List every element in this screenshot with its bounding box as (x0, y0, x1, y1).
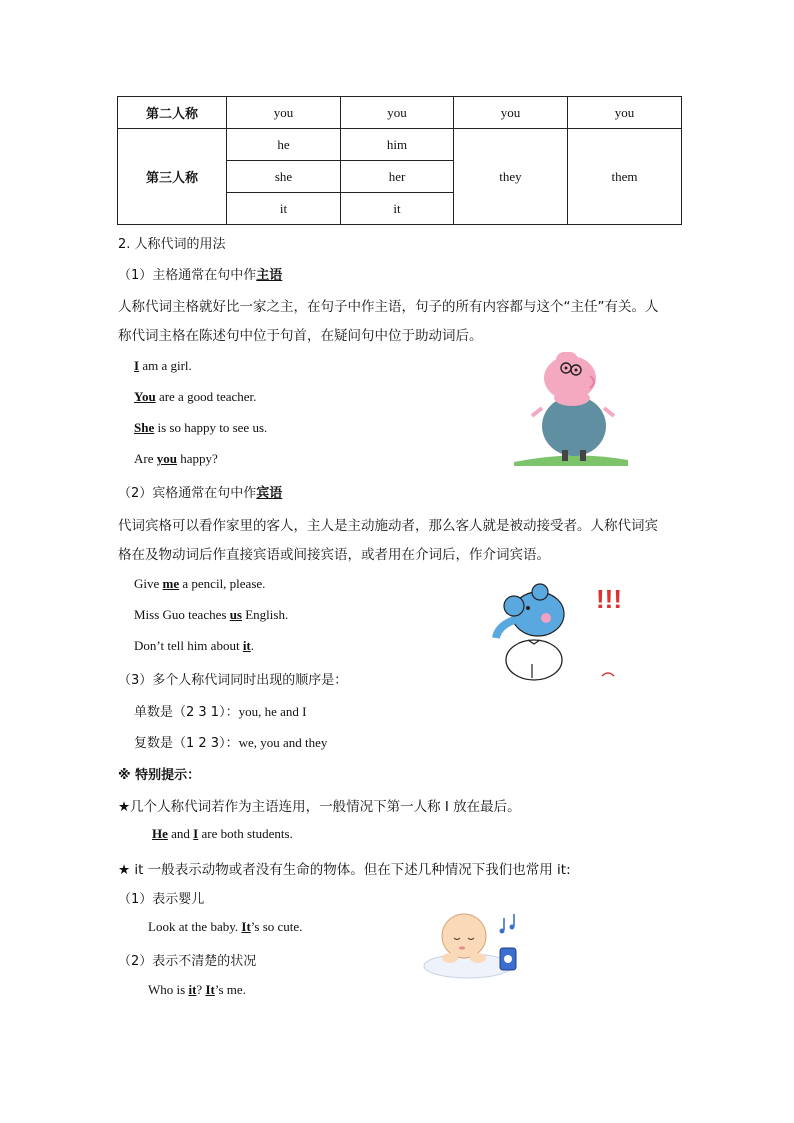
underlined-pronoun: He (152, 826, 168, 841)
subsection-1-title (118, 264, 282, 283)
tip-line: ★几个人称代词若作为主语连用，一般情况下第一人称 I 放在最后。 (118, 799, 521, 815)
order-singular (134, 701, 306, 720)
table-cell: you (568, 97, 682, 129)
underlined-pronoun: me (162, 576, 180, 591)
example-sentence (134, 451, 218, 467)
sentence-text: and (167, 826, 194, 841)
underlined-pronoun: You (134, 389, 156, 404)
sentence-text: are both students. (198, 826, 293, 841)
row-label-second-person: 第二人称 (118, 97, 227, 129)
order-label: 复数是（1 2 3）： (134, 736, 239, 751)
example-sentence (134, 607, 288, 623)
underlined-pronoun: you (156, 451, 177, 466)
case-title: （2）表示不清楚的状况 (118, 954, 257, 969)
example-sentence (148, 919, 302, 935)
underlined-pronoun: It (205, 982, 215, 997)
underlined-pronoun: it (242, 638, 251, 653)
underlined-pronoun: It (241, 919, 251, 934)
order-value: we, you and they (238, 735, 328, 750)
sentence-text: Look at the baby. (148, 919, 242, 934)
table-cell: you (454, 97, 568, 129)
pig-illustration (512, 346, 630, 466)
sentence-text: English. (241, 607, 289, 622)
subsection-3-title: （3）多个人称代词同时出现的顺序是： (118, 673, 348, 688)
order-value: you, he and I (238, 704, 307, 719)
table-cell: they (454, 129, 568, 225)
paragraph-line: 人称代词主格就好比一家之主，在句子中作主语，句子的所有内容都与这个“主任”有关。人 (118, 299, 659, 315)
table-row (118, 129, 682, 161)
case-title: （1）表示婴儿 (118, 892, 205, 907)
sentence-text: happy? (176, 451, 218, 466)
table-cell: she (227, 161, 341, 193)
underlined-pronoun: I (193, 826, 199, 841)
pronoun-table (117, 96, 682, 225)
order-label: 单数是（2 3 1）： (134, 705, 239, 720)
table-cell: you (341, 97, 454, 129)
example-sentence (152, 826, 293, 842)
underlined-pronoun: us (229, 607, 242, 622)
sentence-text: a pencil, please. (179, 576, 266, 591)
table-cell: it (341, 193, 454, 225)
table-cell: him (341, 129, 454, 161)
paragraph-line: 格在及物动词后作直接宾语或间接宾语，或者用在介词后，作介词宾语。 (118, 547, 550, 563)
underlined-pronoun: I (134, 358, 140, 373)
baby-illustration (420, 906, 526, 980)
example-sentence (134, 638, 254, 654)
sentence-text: ’s so cute. (250, 919, 303, 934)
table-cell: it (227, 193, 341, 225)
example-sentence (134, 420, 267, 436)
order-plural (134, 732, 327, 751)
keyword-object: 宾语 (256, 486, 283, 501)
subsection-2-title (118, 482, 282, 501)
sentence-text: Miss Guo teaches (134, 607, 230, 622)
section-title: 2. 人称代词的用法 (118, 237, 226, 252)
subsection-1-prefix: （1）主格通常在句中作 (118, 268, 257, 283)
elephant-illustration (492, 582, 628, 682)
paragraph-line: 称代词主格在陈述句中位于句首，在疑问句中位于助动词后。 (118, 328, 483, 344)
sentence-text: Are (134, 451, 157, 466)
table-cell: you (227, 97, 341, 129)
table-cell: he (227, 129, 341, 161)
example-sentence (148, 982, 246, 998)
sentence-text: . (250, 638, 255, 653)
sentence-text: are a good teacher. (155, 389, 257, 404)
example-sentence (134, 389, 256, 405)
sentence-text: is so happy to see us. (154, 420, 268, 435)
table-row (118, 97, 682, 129)
example-sentence (134, 576, 265, 592)
sentence-text: ’s me. (214, 982, 246, 997)
keyword-subject: 主语 (256, 268, 283, 283)
table-cell: her (341, 161, 454, 193)
sentence-text: Who is (148, 982, 189, 997)
sentence-text: Don’t tell him about (134, 638, 243, 653)
tip-line: ★ it 一般表示动物或者没有生命的物体。但在下述几种情况下我们也常用 it: (118, 862, 571, 878)
row-label-third-person: 第三人称 (118, 129, 227, 225)
underlined-pronoun: She (134, 420, 155, 435)
exclaim-marks: !!! (596, 584, 622, 614)
example-sentence (134, 358, 192, 374)
table-cell: them (568, 129, 682, 225)
paragraph-line: 代词宾格可以看作家里的客人，主人是主动施动者，那么客人就是被动接受者。人称代词宾 (118, 518, 658, 534)
sentence-text: Give (134, 576, 163, 591)
sentence-text: ? (196, 982, 206, 997)
tips-title: ※ 特别提示： (118, 768, 201, 783)
underlined-pronoun: it (188, 982, 197, 997)
sentence-text: am a girl. (139, 358, 192, 373)
subsection-2-prefix: （2）宾格通常在句中作 (118, 486, 257, 501)
